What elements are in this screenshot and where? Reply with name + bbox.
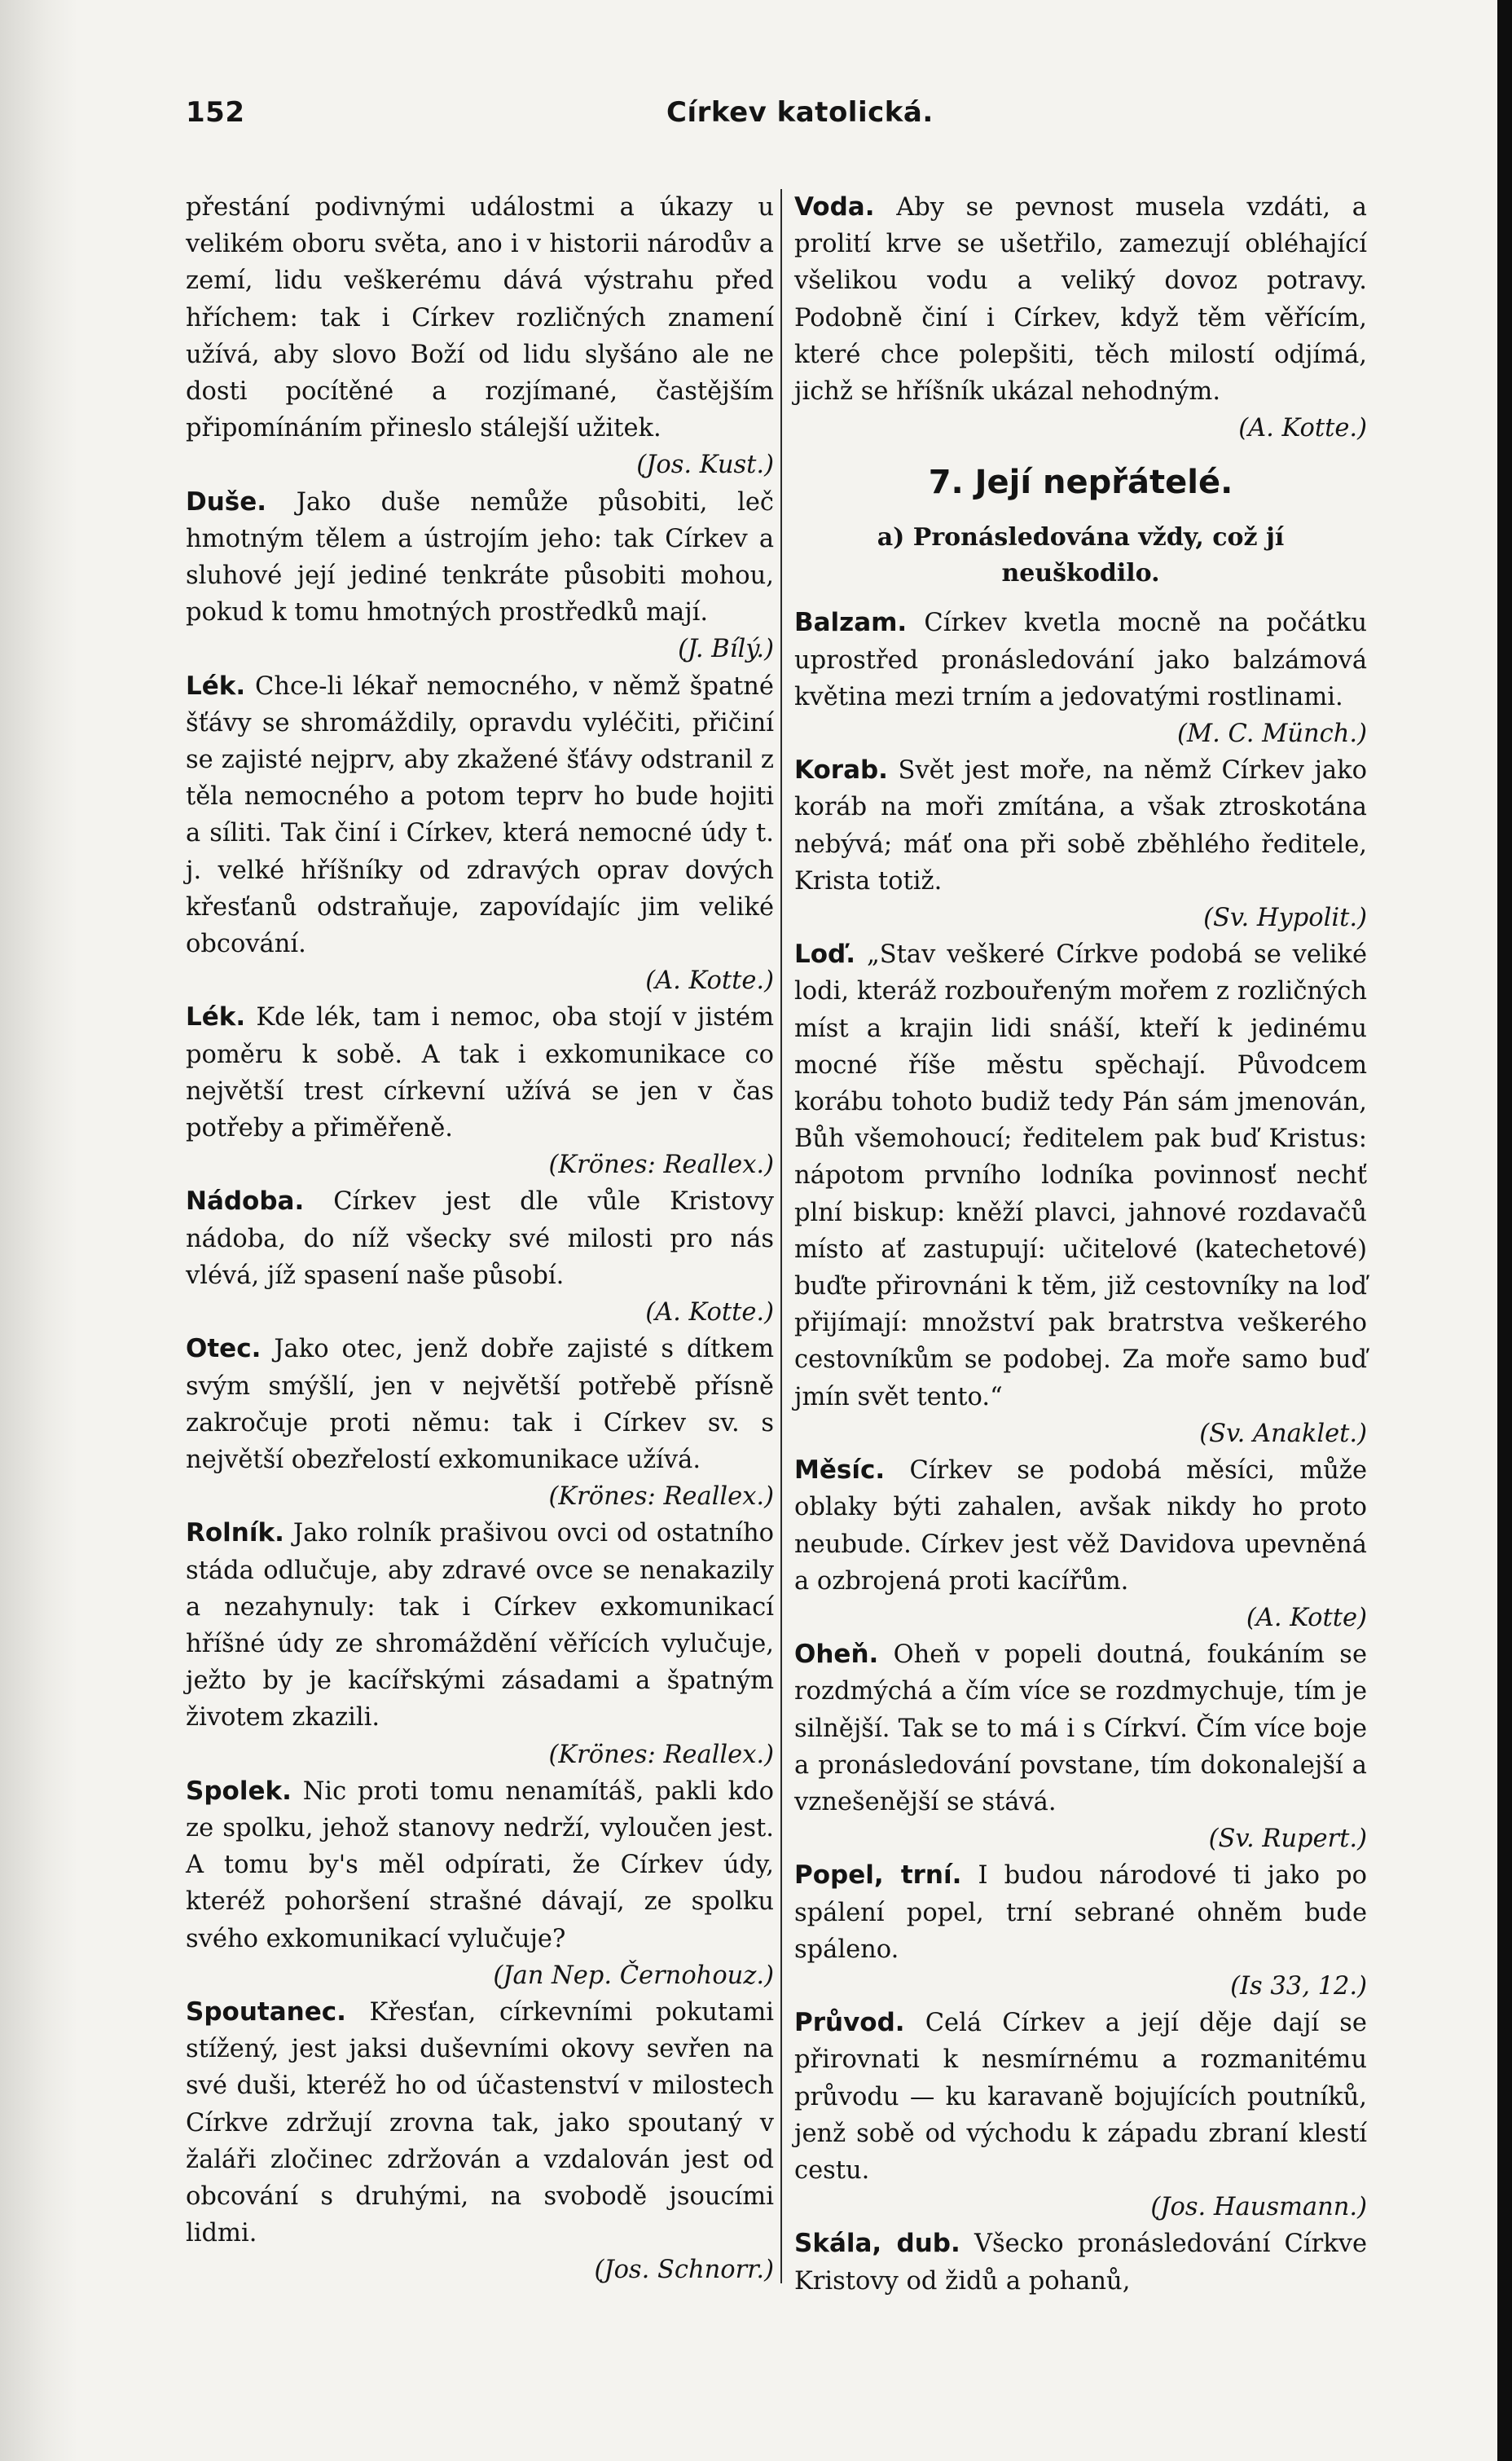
entry-text: Aby se pevnost musela vzdáti, a prolití krve se ušetřilo, zamezují obléhající všelikou vodu a veliký dovoz potravy. Podobně činí i Církev, když těm věřícím, které chce polepšiti, těch milostí odjímá, jichž se hříšník ukázal nehodným. [794, 193, 1367, 407]
entry-text: Jako duše nemůže působiti, leč hmotným tělem a ústrojím jeho: tak Církev a sluhové její jediné tenkráte působiti mohou, pokud k tomu hmotných prostředků mají. [186, 487, 774, 627]
entry-keyword: Lék. [186, 671, 246, 701]
entry [186, 1994, 774, 2289]
entry-keyword: Lék. [186, 1002, 246, 1032]
entry-keyword: Skála, dub. [794, 2229, 960, 2259]
entry-source: (Jos. Hausmann.) [1150, 2193, 1367, 2222]
entry-keyword: Voda. [794, 192, 875, 222]
entry-text: Jako rolník prašivou ovci od ostatního stáda odlučuje, aby zdravé ovce se nenakazily a nezahynuly: tak i Církev exkomunikací hříšné údy ze shromáždění věřících vylučuje, ježto by je kacířskými zásadami a špatným životem zkazili. [186, 1519, 774, 1732]
entry-text: Jako otec, jenž dobře zajisté s dítkem svým smýšlí, jen v největší potřebě přísně zakročuje proti němu: tak i Církev sv. s největší obezřelostí exkomunikace užívá. [186, 1335, 774, 1474]
entry-source: (A. Kotte.) [1238, 414, 1367, 443]
entry-source: (Is 33, 12.) [1230, 1971, 1367, 2001]
entry-text: Církev kvetla mocně na počátku uprostřed pronásledování jako balzámová květina mezi trním a jedovatými rostlinami. [794, 609, 1368, 711]
entry [186, 484, 774, 668]
entry-source: (M. C. Münch.) [1177, 720, 1367, 749]
entry-source: (Krönes: Reallex.) [548, 1151, 774, 1180]
entry-source: (Sv. Anaklet.) [1199, 1419, 1367, 1448]
page-number: 152 [186, 96, 245, 129]
entry [794, 936, 1367, 1452]
scan-border [1497, 0, 1512, 2461]
entry [186, 1331, 774, 1515]
page-header [186, 96, 1375, 145]
entry-keyword: Popel, trní. [794, 1860, 962, 1891]
entry [794, 189, 1367, 447]
entry [186, 999, 774, 1183]
entry [794, 1452, 1367, 1636]
entry [794, 1636, 1367, 1857]
entry-text: Všecko pronásledování Církve Kristovy od židů a pohanů, [794, 2230, 1367, 2296]
left-column [186, 189, 774, 2289]
entry [794, 605, 1367, 752]
entry-source: (Krönes: Reallex.) [548, 1482, 774, 1512]
running-title: Církev katolická. [666, 96, 934, 129]
right-column [794, 189, 1367, 2300]
entry-text: přestání podivnými událostmi a úkazy u velikém oboru světa, ano i v historii národův a zemí, lidu veškerému dává výstrahu před hříchem: tak i Církev rozličných znamení užívá, aby slovo Boží od lidu slyšáno ale ne dosti pocítěné a rozjímané, častějším připomínáním přineslo stálejší užitek. [186, 193, 774, 443]
entry-keyword: Balzam. [794, 608, 908, 638]
subsection-title: a) Pronásledována vždy, což jí neuškodilo. [877, 523, 1285, 588]
entry-keyword: Spoutanec. [186, 1997, 346, 2027]
entry-source: (A. Kotte.) [645, 966, 774, 996]
entry [794, 752, 1367, 936]
entry [186, 668, 774, 1000]
entry-source: (Jan Nep. Černohouz.) [493, 1961, 774, 1990]
entry [794, 2225, 1367, 2299]
right-entries-after [794, 605, 1367, 2299]
entry-text: Církev jest dle vůle Kristovy nádoba, do níž všecky své milosti pro nás vlévá, jíž spasení naše působí. [186, 1187, 774, 1290]
entry-keyword: Měsíc. [794, 1455, 886, 1486]
entry-text: Církev se podobá měsíci, může oblaky býti zahalen, avšak nikdy ho proto neubude. Církev jest věž Davidova upevněná a ozbrojená proti kacířům. [794, 1456, 1367, 1596]
entry [794, 1857, 1367, 2005]
entry-text: Chce-li lékař nemocného, v němž špatné šťávy se shromáždily, opravdu vyléčiti, přičiní se zajisté nejprv, aby zkažené šťávy odstranil z těla nemocného a potom teprv ho bude hojiti a síliti. Tak činí i Církev, která nemocné údy t. j. velké hříšníky od zdravých oprav dových křesťanů odstraňuje, zapovídajíc jim veliké obcování. [186, 671, 774, 959]
entry-text: Nic proti tomu nenamítáš, pakli kdo ze spolku, jehož stanovy nedrží, vyloučen jest. A tomu by's měl odpírati, že Církev údy, kteréž pohoršení strašné dávají, ze spolku svého exkomunikací vylučuje? [186, 1776, 774, 1953]
entry-keyword: Oheň. [794, 1640, 879, 1670]
section-title: 7. Její nepřátelé. [928, 464, 1233, 502]
entry-source: (Jos. Schnorr.) [594, 2256, 774, 2285]
entry-keyword: Duše. [186, 486, 267, 517]
entry-source: (J. Bílý.) [678, 635, 774, 664]
right-entries-before [794, 189, 1367, 447]
column-divider [780, 189, 782, 2283]
entry [186, 189, 774, 484]
entry-text: I budou národové ti jako po spálení popel, trní sebrané ohněm bude spáleno. [794, 1861, 1367, 1964]
entry [186, 1773, 774, 1994]
entry-text: Svět jest moře, na němž Církev jako koráb na moři zmítána, a však ztroskotána nebývá; máť ona při sobě zběhlého ředitele, Krista totiž. [794, 756, 1367, 896]
entry-text: Oheň v popeli doutná, foukáním se rozdmýchá a čím více se rozdmychuje, tím je silnější. Tak se to má i s Církví. Čím více boje a pronásledování povstane, tím dokonalejší a vznešenější se stává. [794, 1640, 1367, 1816]
entry-text: „Stav veškeré Církve podobá se veliké lodi, kteráž rozbouřeným mořem z rozličných míst a krajin lidi snáší, kteří k jedinému mocné říše městu spěchají. Původcem korábu tohoto budiž tedy Pán sám jmenován, Bůh všemohoucí; ředitelem pak buď Kristus: nápotom prvního lodníka povinnosť nechť plní biskup: kněží plavci, jahnové rozdavačů místo ať zastupují: učitelové (katechetové) buďte přirovnáni k těm, již cestovníky na loď přijímají: množství pak bratrstva veškerého cestovníkům se podobej. Za moře samo buď jmín svět tento.“ [794, 940, 1368, 1411]
entry-text: Křesťan, církevními pokutami stížený, jest jaksi duševními okovy sevřen na své duši, kteréž ho od účastenství v milostech Církve zdržují zrovna tak, jako spoutaný v žaláři zločinec zdržován a vzdalován jest od obcování s druhými, na svobodě jsoucími lidmi. [186, 1997, 774, 2248]
entry [186, 1515, 774, 1772]
entry-source: (Krönes: Reallex.) [548, 1740, 774, 1769]
entry-source: (Sv. Rupert.) [1208, 1825, 1367, 1854]
entry-keyword: Korab. [794, 755, 888, 786]
entry-keyword: Spolek. [186, 1776, 292, 1806]
entry-keyword: Průvod. [794, 2008, 905, 2038]
entry-keyword: Otec. [186, 1334, 262, 1364]
entry-keyword: Nádoba. [186, 1186, 305, 1217]
entry-source: (A. Kotte) [1246, 1603, 1367, 1632]
entry [794, 2005, 1367, 2225]
entry-text: Kde lék, tam i nemoc, oba stojí v jistém poměru k sobě. A tak i exkomunikace co největší trest církevní užívá se jen v čas potřeby a přiměřeně. [186, 1003, 774, 1143]
entry-source: (Jos. Kust.) [636, 451, 774, 480]
entry-source: (Sv. Hypolit.) [1203, 904, 1367, 933]
entry [186, 1183, 774, 1331]
entry-keyword: Loď. [794, 940, 856, 970]
entry-text: Celá Církev a její děje dají se přirovnati k nesmírnému a rozmanitému průvodu — ku karavaně bojujících poutníků, jenž sobě od východu k západu zbraní klestí cestu. [794, 2009, 1367, 2185]
entry-keyword: Rolník. [186, 1518, 284, 1548]
page-edge-shadow [0, 0, 77, 2461]
entry-source: (A. Kotte.) [645, 1298, 774, 1327]
